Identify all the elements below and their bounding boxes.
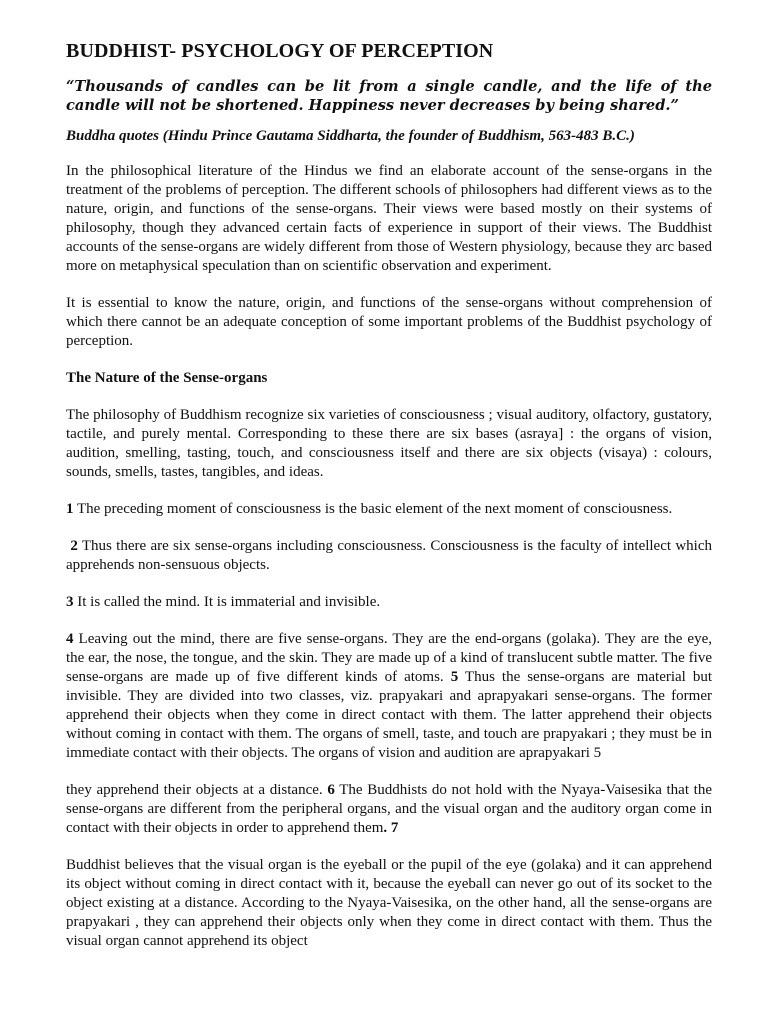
- paragraph-text: The Buddhists do not hold with the Nyaya-Vaisesika that the sense-organs are different from the peripheral organs, and the visual organ and the auditory organ come in contact with their objects in order to apprehend them: [66, 782, 712, 836]
- point-number: 4: [66, 631, 74, 647]
- numbered-point-2: [66, 537, 712, 575]
- footnote-number: 6: [327, 782, 335, 798]
- point-text: Thus there are six sense-organs including consciousness. Consciousness is the faculty of intellect which apprehends non-sensuous objects.: [66, 538, 713, 573]
- footnote-number: . 7: [383, 820, 399, 836]
- point-number: 2: [70, 538, 78, 554]
- numbered-point-1: [66, 500, 712, 519]
- paragraph-text: they apprehend their objects at a distance.: [66, 782, 323, 798]
- numbered-point-3: [66, 593, 712, 612]
- quote-attribution: Buddha quotes (Hindu Prince Gautama Siddharta, the founder of Buddhism, 563-483 B.C.): [66, 128, 635, 144]
- paragraph-intro: In the philosophical literature of the Hindus we find an elaborate account of the sense-organs in the treatment of the problems of perception. The different schools of philosophers had different views as to the nature, origin, and functions of the sense-organs. Their views were based mostly on their systems of philosophy, though they advanced certain facts of experience in support of their views. The Buddhist accounts of the sense-organs are widely different from those of Western physiology, because they arc based more on metaphysical speculation than on scientific observation and experiment.: [66, 163, 712, 274]
- section-heading: The Nature of the Sense-organs: [66, 370, 268, 386]
- point-number: 3: [66, 594, 74, 610]
- page-title: BUDDHIST- PSYCHOLOGY OF PERCEPTION: [66, 40, 494, 62]
- buddha-quote: “Thousands of candles can be lit from a single candle, and the life of the candle will not be shortened. Happiness never decreases by being shared.”: [66, 78, 712, 114]
- point-text: It is called the mind. It is immaterial and invisible.: [73, 594, 381, 610]
- point-text: Thus the sense-organs are material but invisible. They are divided into two classes, viz. prapyakari and aprapyakari sense-organs. The former apprehend their objects when they come in direct contact with them. The latter apprehend their objects without coming in contact with them. The organs of smell, taste, and touch are prapyakari ; they must be in immediate contact with their objects. The organs of vision and audition are aprapyakari 5: [66, 669, 713, 761]
- point-text: Leaving out the mind, there are five sense-organs. They are the end-organs (golaka). They are the eye, the ear, the nose, the tongue, and the skin. They are made up of a kind of translucent subtle matter. The five sense-organs are made up of five different kinds of atoms.: [66, 631, 712, 685]
- footnote-number: 5: [450, 669, 459, 685]
- point-number: 1: [66, 501, 74, 517]
- point-text: The preceding moment of consciousness is the basic element of the next moment of consciousness.: [73, 501, 673, 517]
- numbered-point-4: [66, 630, 712, 763]
- paragraph-six-varieties: The philosophy of Buddhism recognize six varieties of consciousness ; visual auditory, olfactory, gustatory, tactile, and purely mental. Corresponding to these there are six bases (asraya] : the organs of vision, audition, smelling, tasting, touch, and consciousness itself and there are six objects (visaya) : colours, sounds, smells, tastes, tangibles, and ideas.: [66, 407, 712, 480]
- paragraph-essential: It is essential to know the nature, origin, and functions of the sense-organs without comprehension of which there cannot be an adequate conception of some important problems of the Buddhist psychology of perception.: [66, 295, 712, 349]
- paragraph-distance: [66, 781, 712, 838]
- paragraph-visual-organ: Buddhist believes that the visual organ is the eyeball or the pupil of the eye (golaka) and it can apprehend its object without coming in direct contact with it, because the eyeball can never go out of its socket to the object existing at a distance. According to the Nyaya-Vaisesika, on the other hand, all the sense-organs are prapyakari , they can apprehend their objects only when they come in direct contact with them. Thus the visual organ cannot apprehend its object: [66, 857, 712, 949]
